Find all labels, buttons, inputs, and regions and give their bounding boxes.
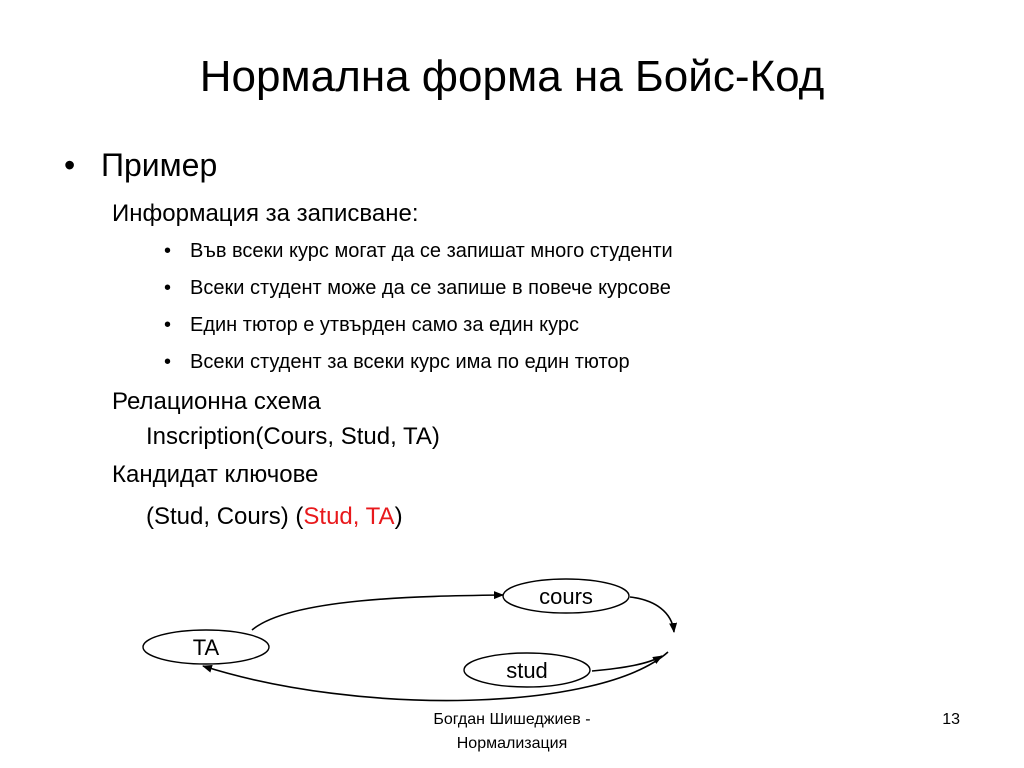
node-cours xyxy=(503,579,629,613)
sub-bullet-text: Един тютор е утвърден само за един курс xyxy=(190,314,580,336)
node-stud-label: stud xyxy=(506,658,548,683)
node-stud xyxy=(464,653,590,687)
sub-bullet-text: Всеки студент за всеки курс има по един тютор xyxy=(190,351,630,373)
node-ta xyxy=(143,630,269,664)
candidate-keys-label: Кандидат ключове xyxy=(112,461,319,488)
node-ta-label: TA xyxy=(192,635,220,660)
candidate-key-2-close: ) xyxy=(394,503,403,530)
schema-value: Inscription(Cours, Stud, TA) xyxy=(146,423,440,450)
sub-bullet-marker: • xyxy=(164,240,172,262)
main-bullet-text: Пример xyxy=(101,147,218,183)
candidate-key-2-highlight: Stud, TA xyxy=(303,503,395,530)
arrow-cours-to-target xyxy=(630,597,674,632)
sub-bullet-text: Всеки студент може да се запише в повече курсове xyxy=(190,277,671,299)
arrow-ta-to-cours xyxy=(252,595,503,630)
section-info-heading: Информация за записване: xyxy=(112,200,419,227)
sub-bullet-marker: • xyxy=(164,351,172,373)
sub-bullet-marker: • xyxy=(164,277,172,299)
candidate-key-1: (Stud, Cours) xyxy=(146,503,289,530)
page-number: 13 xyxy=(942,711,960,728)
schema-label: Релационна схема xyxy=(112,388,321,415)
node-cours-label: cours xyxy=(539,584,593,609)
footer-author xyxy=(384,708,640,756)
footer-author-line1: Богдан Шишеджиев - xyxy=(433,711,591,728)
sub-bullet-marker: • xyxy=(164,314,172,336)
sub-bullet-text: Във всеки курс могат да се запишат много студенти xyxy=(190,240,673,262)
arrow-target-to-ta xyxy=(203,652,668,701)
slide-title: Нормална форма на Бойс-Код xyxy=(199,52,825,101)
bullet-marker: • xyxy=(64,147,76,183)
candidate-key-2-open: ( xyxy=(288,503,304,530)
footer-author-line2: Нормализация xyxy=(456,735,568,752)
